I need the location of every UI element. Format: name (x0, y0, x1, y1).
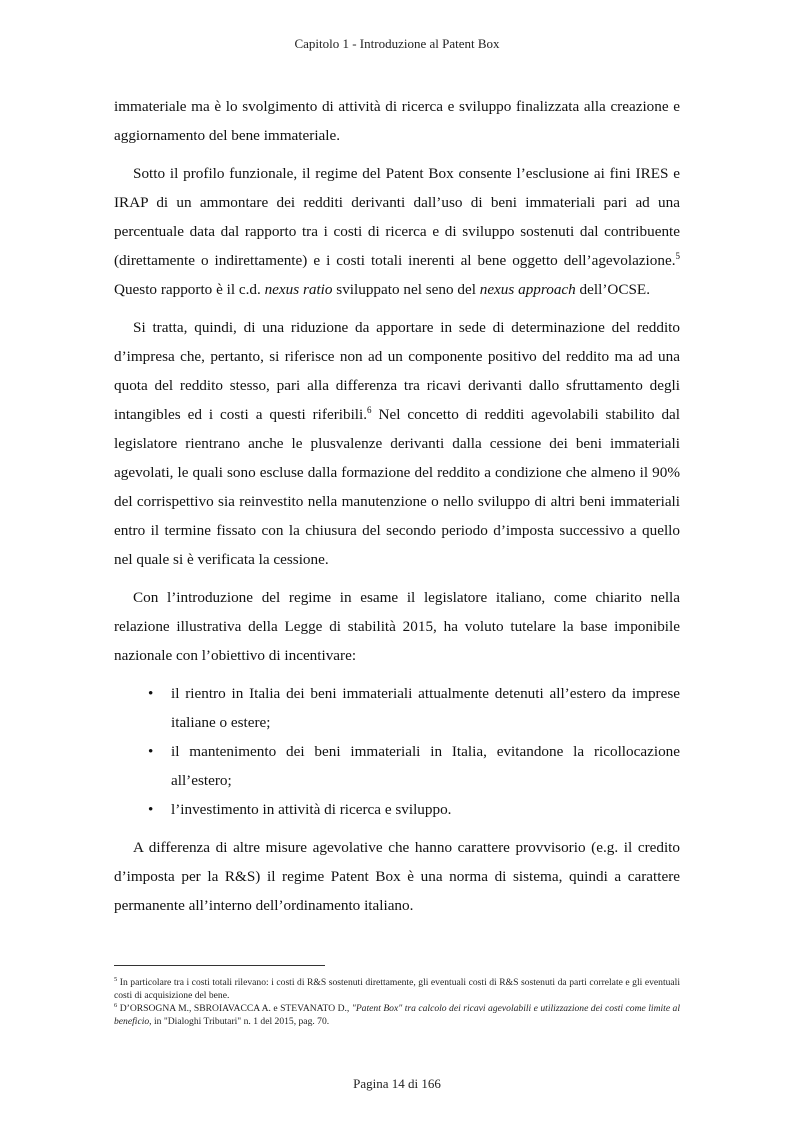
list-item (114, 737, 680, 795)
paragraph-3-text-b: Nel concetto di redditi agevolabili stabilito dal legislatore rientrano anche le plusvalenze derivanti dalla cessione dei beni immateriali agevolati, le quali sono escluse dalla formazione del reddito a condizione che almeno il 90% del corrispettivo sia reinvestito nella manutenzione o nello sviluppo di altri beni immateriali entro il termine fissato con la chiusura del secondo periodo d’imposta successivo a quello nel quale si è verificata la cessione. (114, 406, 680, 568)
footnote-title: "Patent Box" tra calcolo dei ricavi agevolabili e utilizzazione dei costi come limite al beneficio (114, 1003, 680, 1027)
footnote-5 (114, 977, 680, 1002)
list-item-text: il mantenimento dei beni immateriali in Italia, evitandone la ricollocazione all’estero; (171, 743, 680, 789)
footnotes (114, 977, 680, 1029)
bullet-list (114, 679, 680, 824)
footnote-source: , in "Dialoghi Tributari" n. 1 del 2015, pag. 70. (149, 1015, 330, 1027)
bullet-icon: • (148, 685, 154, 702)
paragraph-3-text-a: Si tratta, quindi, di una riduzione da apportare in sede di determinazione del reddito d’impresa che, pertanto, si riferisce non ad un componente positivo del reddito ma ad una quota del reddito stesso, pari alla differenza tra ricavi derivanti dallo sfruttamento degli intangibles ed i costi a questi riferibili. (114, 319, 680, 423)
footnote-number: 5 (114, 975, 118, 983)
running-header: Capitolo 1 - Introduzione al Patent Box (294, 36, 500, 51)
list-item-text: il rientro in Italia dei beni immateriali attualmente detenuti all’estero da imprese italiane o estere; (171, 685, 680, 731)
term-nexus-approach: nexus approach (479, 281, 576, 298)
paragraph-2 (114, 159, 680, 304)
paragraph-2-text-b: Questo rapporto è il c.d. (114, 281, 265, 298)
paragraph-4: Con l’introduzione del regime in esame il legislatore italiano, come chiarito nella relazione illustrativa della Legge di stabilità 2015, ha voluto tutelare la base imponibile nazionale con l’obiettivo di incentivare: (114, 589, 680, 664)
main-text (114, 92, 680, 929)
footnote-ref-5[interactable]: 5 (675, 250, 680, 261)
footnote-ref-6[interactable]: 6 (367, 404, 372, 415)
paragraph-3 (114, 313, 680, 574)
footnote-number: 6 (114, 1001, 118, 1009)
paragraph-2-text-d: dell’OCSE. (575, 281, 650, 298)
term-nexus-ratio: nexus ratio (264, 281, 333, 298)
list-item (114, 795, 680, 824)
paragraph-2-text-a: Sotto il profilo funzionale, il regime del Patent Box consente l’esclusione ai fini IRES e IRAP di un ammontare dei redditi derivanti dall’uso di beni immateriali pari ad una percentuale data dal rapporto tra i costi di ricerca e di sviluppo sostenuti dal contribuente (direttamente o indirettamente) e i costi totali inerenti al bene oggetto dell’agevolazione. (114, 165, 680, 269)
bullet-icon: • (148, 743, 154, 760)
list-item-text: l’investimento in attività di ricerca e sviluppo. (171, 801, 452, 818)
footnote-separator (114, 965, 325, 966)
paragraph-1: immateriale ma è lo svolgimento di attività di ricerca e sviluppo finalizzata alla creazione e aggiornamento del bene immateriale. (114, 98, 680, 144)
footnote-text: In particolare tra i costi totali rilevano: i costi di R&S sostenuti direttamente, gli eventuali costi di R&S sostenuti da parti correlate e gli eventuali costi di acquisizione del bene. (114, 977, 680, 1001)
paragraph-5: A differenza di altre misure agevolative che hanno carattere provvisorio (e.g. il credito d’imposta per la R&S) il regime Patent Box è una norma di sistema, quindi a carattere permanente all’interno dell’ordinamento italiano. (114, 839, 680, 914)
bullet-icon: • (148, 801, 154, 818)
list-item (114, 679, 680, 737)
footnote-6 (114, 1003, 680, 1028)
footnote-authors: D’ORSOGNA M., SBROIAVACCA A. e STEVANATO D., (117, 1003, 352, 1014)
paragraph-2-text-c: sviluppato nel seno del (332, 281, 480, 298)
page-number: Pagina 14 di 166 (353, 1076, 441, 1091)
